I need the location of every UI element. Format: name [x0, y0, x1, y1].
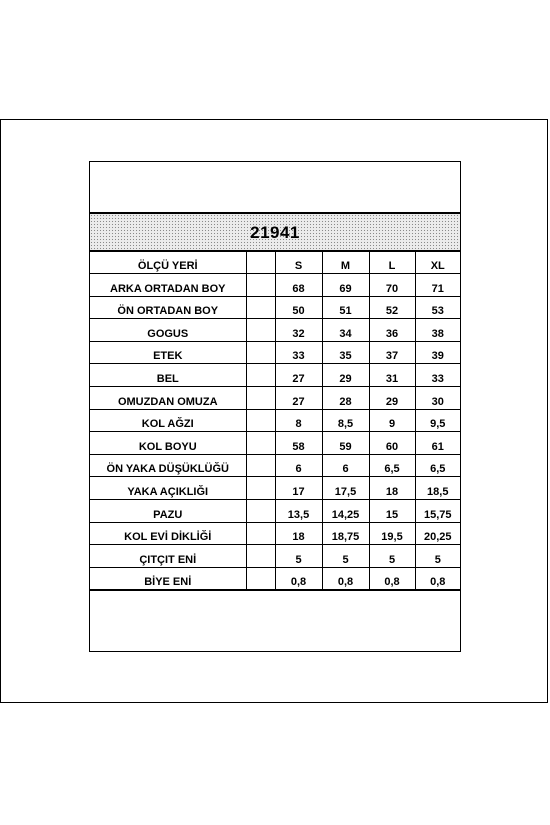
row-value-l: 9: [369, 409, 415, 432]
row-value-m: 8,5: [322, 409, 369, 432]
row-label: ÖN ORTADAN BOY: [90, 296, 246, 319]
row-value-l: 18: [369, 477, 415, 500]
row-value-xl: 39: [415, 341, 460, 364]
table-row: [90, 522, 460, 545]
row-blank-cell: [246, 432, 275, 455]
row-label: OMUZDAN OMUZA: [90, 387, 246, 410]
model-number: 21941: [250, 223, 300, 242]
column-header-measurement: ÖLÇÜ YERİ: [90, 251, 246, 274]
row-label: YAKA AÇIKLIĞI: [90, 477, 246, 500]
column-header-s: S: [275, 251, 322, 274]
title-band: [90, 212, 460, 252]
row-value-l: 52: [369, 296, 415, 319]
row-value-l: 37: [369, 341, 415, 364]
row-blank-cell: [246, 296, 275, 319]
row-value-s: 13,5: [275, 500, 322, 523]
table-row: [90, 409, 460, 432]
row-value-s: 33: [275, 341, 322, 364]
row-value-l: 60: [369, 432, 415, 455]
row-value-l: 5: [369, 545, 415, 568]
table-row: [90, 319, 460, 342]
row-label: KOL AĞZI: [90, 409, 246, 432]
row-blank-cell: [246, 477, 275, 500]
row-value-s: 0,8: [275, 567, 322, 590]
row-value-l: 29: [369, 387, 415, 410]
row-value-m: 59: [322, 432, 369, 455]
row-label: ETEK: [90, 341, 246, 364]
row-value-m: 18,75: [322, 522, 369, 545]
table-row: [90, 274, 460, 297]
row-value-xl: 61: [415, 432, 460, 455]
row-value-m: 35: [322, 341, 369, 364]
row-value-s: 27: [275, 364, 322, 387]
row-value-l: 19,5: [369, 522, 415, 545]
size-chart-sheet: [89, 161, 461, 652]
table-row: [90, 432, 460, 455]
row-value-s: 8: [275, 409, 322, 432]
row-value-m: 51: [322, 296, 369, 319]
column-header-m: M: [322, 251, 369, 274]
size-table: [90, 250, 460, 591]
row-value-xl: 71: [415, 274, 460, 297]
row-value-s: 58: [275, 432, 322, 455]
table-row: [90, 477, 460, 500]
row-value-m: 6: [322, 454, 369, 477]
row-value-m: 34: [322, 319, 369, 342]
row-value-l: 70: [369, 274, 415, 297]
row-value-m: 29: [322, 364, 369, 387]
row-blank-cell: [246, 454, 275, 477]
row-blank-cell: [246, 409, 275, 432]
row-value-l: 31: [369, 364, 415, 387]
row-value-m: 17,5: [322, 477, 369, 500]
row-value-s: 6: [275, 454, 322, 477]
row-label: KOL BOYU: [90, 432, 246, 455]
row-value-l: 6,5: [369, 454, 415, 477]
row-value-xl: 6,5: [415, 454, 460, 477]
row-value-s: 50: [275, 296, 322, 319]
row-value-l: 0,8: [369, 567, 415, 590]
row-label: PAZU: [90, 500, 246, 523]
row-value-s: 32: [275, 319, 322, 342]
row-label: ARKA ORTADAN BOY: [90, 274, 246, 297]
row-value-xl: 18,5: [415, 477, 460, 500]
table-row: [90, 341, 460, 364]
row-blank-cell: [246, 341, 275, 364]
row-value-xl: 15,75: [415, 500, 460, 523]
table-row: [90, 296, 460, 319]
row-value-s: 18: [275, 522, 322, 545]
row-blank-cell: [246, 364, 275, 387]
row-blank-cell: [246, 567, 275, 590]
row-blank-cell: [246, 500, 275, 523]
row-value-s: 5: [275, 545, 322, 568]
column-header-blank: [246, 251, 275, 274]
row-value-s: 27: [275, 387, 322, 410]
row-label: KOL EVİ DİKLİĞİ: [90, 522, 246, 545]
row-blank-cell: [246, 319, 275, 342]
column-header-l: L: [369, 251, 415, 274]
row-label: BEL: [90, 364, 246, 387]
table-row: [90, 500, 460, 523]
row-value-xl: 0,8: [415, 567, 460, 590]
row-label: ÖN YAKA DÜŞÜKLÜĞÜ: [90, 454, 246, 477]
row-value-xl: 38: [415, 319, 460, 342]
table-header-row: [90, 251, 460, 274]
table-row: [90, 364, 460, 387]
row-value-xl: 53: [415, 296, 460, 319]
table-row: [90, 567, 460, 590]
column-header-xl: XL: [415, 251, 460, 274]
row-label: ÇITÇIT ENİ: [90, 545, 246, 568]
table-row: [90, 387, 460, 410]
row-value-xl: 20,25: [415, 522, 460, 545]
row-blank-cell: [246, 274, 275, 297]
row-value-xl: 30: [415, 387, 460, 410]
row-value-m: 5: [322, 545, 369, 568]
row-value-s: 17: [275, 477, 322, 500]
row-value-xl: 33: [415, 364, 460, 387]
row-value-m: 28: [322, 387, 369, 410]
row-value-m: 14,25: [322, 500, 369, 523]
row-value-l: 15: [369, 500, 415, 523]
row-blank-cell: [246, 545, 275, 568]
table-row: [90, 545, 460, 568]
row-value-xl: 9,5: [415, 409, 460, 432]
row-blank-cell: [246, 387, 275, 410]
row-value-xl: 5: [415, 545, 460, 568]
row-value-s: 68: [275, 274, 322, 297]
row-label: GOGUS: [90, 319, 246, 342]
row-value-m: 69: [322, 274, 369, 297]
table-row: [90, 454, 460, 477]
row-value-l: 36: [369, 319, 415, 342]
row-blank-cell: [246, 522, 275, 545]
row-value-m: 0,8: [322, 567, 369, 590]
row-label: BİYE ENİ: [90, 567, 246, 590]
size-table-body: [90, 251, 460, 590]
